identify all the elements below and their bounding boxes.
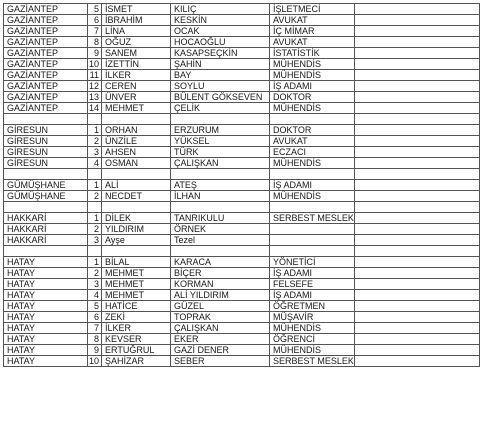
table-row — [4, 37, 480, 48]
last-name-cell: KILIÇ — [171, 4, 270, 15]
extra-cell — [354, 81, 479, 92]
first-name-cell: YILDIRIM — [102, 224, 171, 235]
extra-cell — [354, 70, 479, 81]
rank-cell: 2 — [88, 224, 102, 235]
last-name-cell: TANRIKULU — [171, 213, 270, 224]
last-name-cell — [171, 114, 270, 125]
province-cell: HATAY — [4, 334, 88, 345]
first-name-cell: MEHMET — [102, 268, 171, 279]
first-name-cell: BİLAL — [102, 257, 171, 268]
extra-cell — [354, 246, 479, 257]
rank-cell: 7 — [88, 26, 102, 37]
last-name-cell: ERZURUM — [171, 125, 270, 136]
extra-cell — [354, 191, 479, 202]
extra-cell — [354, 268, 479, 279]
first-name-cell: ALİ — [102, 180, 171, 191]
extra-cell — [354, 180, 479, 191]
profession-cell: İÇ MİMAR — [270, 26, 355, 37]
rank-cell: 8 — [88, 334, 102, 345]
rank-cell: 2 — [88, 268, 102, 279]
last-name-cell: KASAPSEÇKİN — [171, 48, 270, 59]
table-row — [4, 70, 480, 81]
province-cell: GÜMÜŞHANE — [4, 191, 88, 202]
province-cell: GAZİANTEP — [4, 81, 88, 92]
table-row — [4, 169, 480, 180]
province-cell — [4, 114, 88, 125]
province-cell: GAZİANTEP — [4, 103, 88, 114]
table-row — [4, 81, 480, 92]
extra-cell — [354, 59, 479, 70]
extra-cell — [354, 213, 479, 224]
last-name-cell — [171, 169, 270, 180]
first-name-cell: LİNA — [102, 26, 171, 37]
rank-cell — [88, 246, 102, 257]
first-name-cell: HATİCE — [102, 301, 171, 312]
province-cell: HATAY — [4, 279, 88, 290]
rank-cell: 11 — [88, 70, 102, 81]
rank-cell: 3 — [88, 235, 102, 246]
last-name-cell: OCAK — [171, 26, 270, 37]
rank-cell: 1 — [88, 125, 102, 136]
profession-cell: YÖNETİCİ — [270, 257, 355, 268]
province-cell: HATAY — [4, 301, 88, 312]
table-row — [4, 92, 480, 103]
first-name-cell: ÜNVER — [102, 92, 171, 103]
last-name-cell: KORMAN — [171, 279, 270, 290]
profession-cell: SERBEST MESLEK — [270, 213, 355, 224]
province-cell: HATAY — [4, 257, 88, 268]
profession-cell: MÜHENDİS — [270, 158, 355, 169]
profession-cell: İŞLETMECİ — [270, 4, 355, 15]
first-name-cell: İSMET — [102, 4, 171, 15]
rank-cell: 9 — [88, 345, 102, 356]
province-cell: GİRESUN — [4, 136, 88, 147]
last-name-cell: BAY — [171, 70, 270, 81]
table-row — [4, 279, 480, 290]
first-name-cell: İZETTİN — [102, 59, 171, 70]
first-name-cell: İLKER — [102, 70, 171, 81]
extra-cell — [354, 345, 479, 356]
profession-cell: FELSEFE — [270, 279, 355, 290]
province-cell: HAKKARİ — [4, 235, 88, 246]
extra-cell — [354, 158, 479, 169]
extra-cell — [354, 26, 479, 37]
first-name-cell — [102, 114, 171, 125]
last-name-cell: İLHAN — [171, 191, 270, 202]
profession-cell: MÜHENDİS — [270, 103, 355, 114]
table-row — [4, 103, 480, 114]
rank-cell: 6 — [88, 15, 102, 26]
extra-cell — [354, 114, 479, 125]
first-name-cell: KEVSER — [102, 334, 171, 345]
first-name-cell: İLKER — [102, 323, 171, 334]
rank-cell: 9 — [88, 48, 102, 59]
table-row — [4, 268, 480, 279]
profession-cell — [270, 246, 355, 257]
first-name-cell — [102, 202, 171, 213]
rank-cell: 14 — [88, 103, 102, 114]
rank-cell: 8 — [88, 37, 102, 48]
table-row — [4, 301, 480, 312]
extra-cell — [354, 4, 479, 15]
table-row — [4, 246, 480, 257]
last-name-cell — [171, 246, 270, 257]
table-row — [4, 334, 480, 345]
last-name-cell: GAZİ DENER — [171, 345, 270, 356]
province-cell: GİRESUN — [4, 125, 88, 136]
province-cell: GAZİANTEP — [4, 92, 88, 103]
table-row — [4, 180, 480, 191]
extra-cell — [354, 312, 479, 323]
profession-cell — [270, 114, 355, 125]
first-name-cell: AHSEN — [102, 147, 171, 158]
rank-cell: 2 — [88, 136, 102, 147]
profession-cell: İŞ ADAMI — [270, 290, 355, 301]
extra-cell — [354, 334, 479, 345]
province-cell: HAKKARİ — [4, 213, 88, 224]
extra-cell — [354, 37, 479, 48]
profession-cell: SERBEST MESLEK — [270, 356, 355, 367]
last-name-cell: KESKİN — [171, 15, 270, 26]
table-row — [4, 202, 480, 213]
rank-cell: 7 — [88, 323, 102, 334]
profession-cell — [270, 224, 355, 235]
province-cell: HATAY — [4, 356, 88, 367]
first-name-cell: MEHMET — [102, 279, 171, 290]
rank-cell: 12 — [88, 81, 102, 92]
profession-cell: DOKTOR — [270, 125, 355, 136]
province-cell: GAZİANTEP — [4, 48, 88, 59]
rank-cell: 2 — [88, 191, 102, 202]
province-cell: GAZİANTEP — [4, 26, 88, 37]
first-name-cell: Ayşe — [102, 235, 171, 246]
profession-cell — [270, 169, 355, 180]
rank-cell: 4 — [88, 158, 102, 169]
first-name-cell: ERTUĞRUL — [102, 345, 171, 356]
province-cell: HAKKARİ — [4, 224, 88, 235]
profession-cell: ÖĞRETMEN — [270, 301, 355, 312]
province-cell: HATAY — [4, 323, 88, 334]
last-name-cell: SOYLU — [171, 81, 270, 92]
profession-cell: İSTATİSTİK — [270, 48, 355, 59]
province-cell: HATAY — [4, 312, 88, 323]
last-name-cell: GÜZEL — [171, 301, 270, 312]
extra-cell — [354, 202, 479, 213]
table-row — [4, 356, 480, 367]
first-name-cell: İBRAHİM — [102, 15, 171, 26]
profession-cell — [270, 202, 355, 213]
rank-cell: 10 — [88, 59, 102, 70]
province-cell: GÜMÜŞHANE — [4, 180, 88, 191]
province-cell: GİRESUN — [4, 147, 88, 158]
province-cell: GAZİANTEP — [4, 70, 88, 81]
table-row — [4, 312, 480, 323]
profession-cell: ÖĞRENCİ — [270, 334, 355, 345]
table-row — [4, 191, 480, 202]
table-row — [4, 323, 480, 334]
rank-cell: 3 — [88, 147, 102, 158]
last-name-cell: ÇALIŞKAN — [171, 323, 270, 334]
last-name-cell: KARACA — [171, 257, 270, 268]
profession-cell: MÜHENDİS — [270, 345, 355, 356]
extra-cell — [354, 103, 479, 114]
extra-cell — [354, 224, 479, 235]
table-row — [4, 257, 480, 268]
profession-cell: ECZACI — [270, 147, 355, 158]
last-name-cell: BÜLENT GÖKSEVEN — [171, 92, 270, 103]
rank-cell: 13 — [88, 92, 102, 103]
first-name-cell: ŞAHİZAR — [102, 356, 171, 367]
table-row — [4, 345, 480, 356]
extra-cell — [354, 125, 479, 136]
first-name-cell — [102, 246, 171, 257]
table-row — [4, 224, 480, 235]
extra-cell — [354, 15, 479, 26]
extra-cell — [354, 290, 479, 301]
first-name-cell: SANEM — [102, 48, 171, 59]
last-name-cell: HOCAOĞLU — [171, 37, 270, 48]
table-row — [4, 125, 480, 136]
extra-cell — [354, 323, 479, 334]
first-name-cell: MEHMET — [102, 103, 171, 114]
profession-cell: MÜHENDİS — [270, 323, 355, 334]
extra-cell — [354, 257, 479, 268]
table-row — [4, 147, 480, 158]
rank-cell — [88, 169, 102, 180]
table-row — [4, 4, 480, 15]
extra-cell — [354, 136, 479, 147]
profession-cell: MÜHENDİS — [270, 70, 355, 81]
last-name-cell: ÇELİK — [171, 103, 270, 114]
province-cell: HATAY — [4, 268, 88, 279]
last-name-cell: ŞAHİN — [171, 59, 270, 70]
extra-cell — [354, 48, 479, 59]
last-name-cell — [171, 202, 270, 213]
extra-cell — [354, 279, 479, 290]
table-row — [4, 15, 480, 26]
province-cell: GAZİANTEP — [4, 15, 88, 26]
last-name-cell: SEBER — [171, 356, 270, 367]
last-name-cell: TOPRAK — [171, 312, 270, 323]
table-row — [4, 158, 480, 169]
last-name-cell: YÜKSEL — [171, 136, 270, 147]
table-row — [4, 213, 480, 224]
rank-cell: 1 — [88, 213, 102, 224]
extra-cell — [354, 147, 479, 158]
profession-cell: MÜHENDİS — [270, 59, 355, 70]
extra-cell — [354, 169, 479, 180]
profession-cell: İŞ ADAMI — [270, 268, 355, 279]
last-name-cell: ATEŞ — [171, 180, 270, 191]
profession-cell: İŞ ADAMI — [270, 180, 355, 191]
profession-cell: MÜHENDİS — [270, 191, 355, 202]
province-cell: GAZİANTEP — [4, 37, 88, 48]
table-row — [4, 290, 480, 301]
first-name-cell — [102, 169, 171, 180]
rank-cell: 6 — [88, 312, 102, 323]
extra-cell — [354, 356, 479, 367]
rank-cell — [88, 202, 102, 213]
profession-cell: AVUKAT — [270, 15, 355, 26]
last-name-cell: Tezel — [171, 235, 270, 246]
table-row — [4, 235, 480, 246]
first-name-cell: ÜNZİLE — [102, 136, 171, 147]
province-cell — [4, 169, 88, 180]
rank-cell — [88, 114, 102, 125]
rank-cell: 1 — [88, 180, 102, 191]
province-cell — [4, 246, 88, 257]
profession-cell — [270, 235, 355, 246]
province-cell: GİRESUN — [4, 158, 88, 169]
profession-cell: DOKTOR — [270, 92, 355, 103]
candidate-table — [3, 3, 480, 367]
rank-cell: 5 — [88, 301, 102, 312]
profession-cell: İŞ ADAMI — [270, 81, 355, 92]
province-cell — [4, 202, 88, 213]
last-name-cell: TÜRK — [171, 147, 270, 158]
extra-cell — [354, 235, 479, 246]
province-cell: HATAY — [4, 345, 88, 356]
last-name-cell: ALİ YILDIRIM — [171, 290, 270, 301]
first-name-cell: ZEKİ — [102, 312, 171, 323]
profession-cell: MÜŞAVİR — [270, 312, 355, 323]
province-cell: HATAY — [4, 290, 88, 301]
extra-cell — [354, 92, 479, 103]
table-row — [4, 48, 480, 59]
last-name-cell: BİÇER — [171, 268, 270, 279]
rank-cell: 10 — [88, 356, 102, 367]
first-name-cell: MEHMET — [102, 290, 171, 301]
rank-cell: 3 — [88, 279, 102, 290]
last-name-cell: ÇALIŞKAN — [171, 158, 270, 169]
table-row — [4, 59, 480, 70]
first-name-cell: CEREN — [102, 81, 171, 92]
province-cell: GAZİANTEP — [4, 4, 88, 15]
profession-cell: AVUKAT — [270, 136, 355, 147]
last-name-cell: ÖRNEK — [171, 224, 270, 235]
first-name-cell: OĞUZ — [102, 37, 171, 48]
rank-cell: 5 — [88, 4, 102, 15]
extra-cell — [354, 301, 479, 312]
first-name-cell: OSMAN — [102, 158, 171, 169]
last-name-cell: EKER — [171, 334, 270, 345]
first-name-cell: DİLEK — [102, 213, 171, 224]
rank-cell: 1 — [88, 257, 102, 268]
profession-cell: AVUKAT — [270, 37, 355, 48]
table-row — [4, 114, 480, 125]
table-row — [4, 26, 480, 37]
first-name-cell: NECDET — [102, 191, 171, 202]
table-body — [4, 4, 480, 367]
province-cell: GAZİANTEP — [4, 59, 88, 70]
first-name-cell: ORHAN — [102, 125, 171, 136]
table-row — [4, 136, 480, 147]
rank-cell: 4 — [88, 290, 102, 301]
